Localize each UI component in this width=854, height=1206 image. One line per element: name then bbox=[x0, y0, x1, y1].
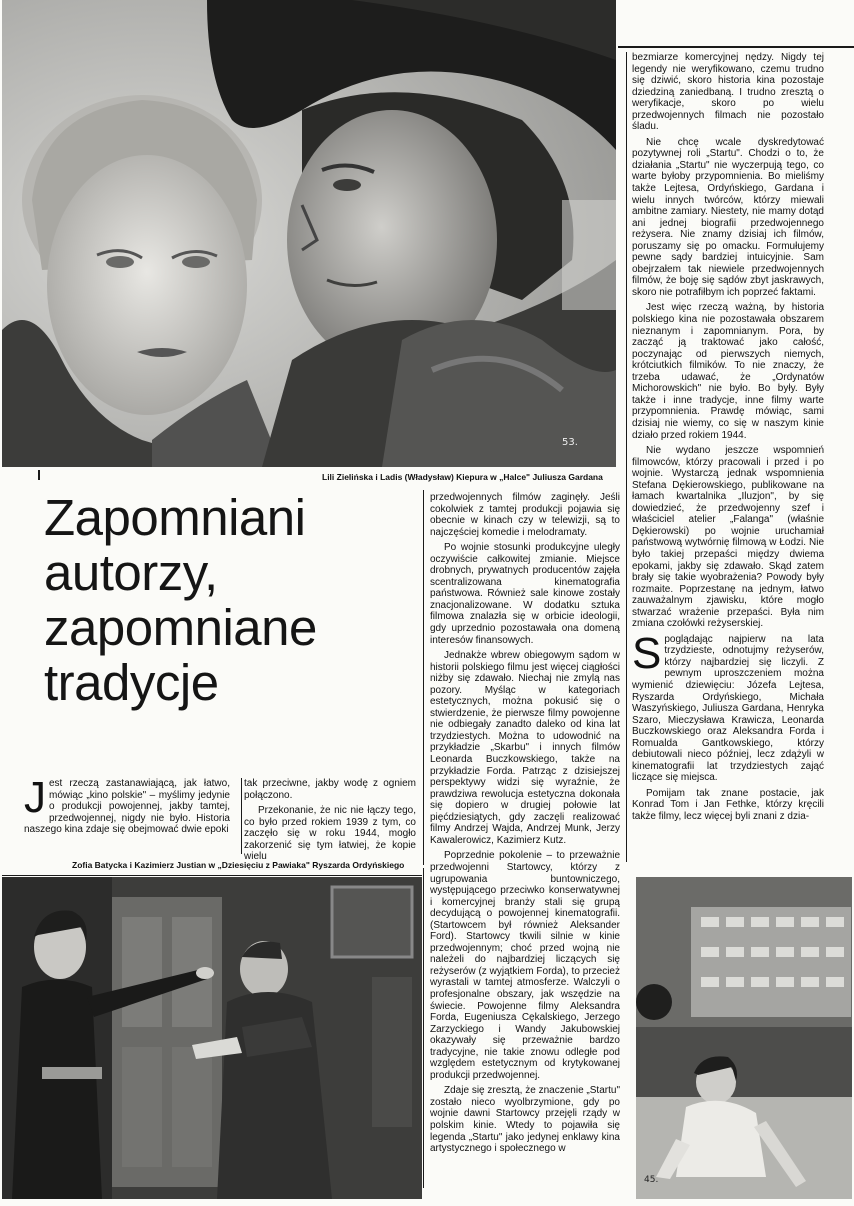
intro-column-b bbox=[244, 778, 416, 863]
rule-top-right bbox=[618, 46, 854, 48]
top-photo-art bbox=[2, 0, 616, 467]
right-column bbox=[632, 52, 824, 864]
intro-column-a bbox=[24, 773, 230, 854]
right-paragraph-1: bezmiarze komercyjnej nędzy. Nigdy tej legendy nie weryfikowano, czemu trudno się dziwić, skoro historia kina pozostaje dziedziną zaniedbaną. I trudno zresztą o weryfikacje, skoro po wielu przedwojennych filmach nie pozostało śladu. bbox=[632, 52, 824, 133]
bottom-right-photo-stamp: 45. bbox=[644, 1175, 659, 1185]
middle-paragraph-4: Poprzednie pokolenie – to przeważnie przedwojenni Startowcy, którzy z ugrupowania buntowniczego, występującego przeciwko konserwatywnej i komercyjnej branży stali się grupą decydującą o powojennej kinematografii. (Startowcem był również Aleksander Ford). Startowcy tkwili silnie w kinie przedwojennym; choć przed wojną nie należeli do najbardziej liczących się reżyserów (z wyjątkiem Forda), to przecież wyrastali w tamtej atmosferze. Walczyli o profesjonalne obszary, jak wszędzie na świecie. Powojenne filmy Aleksandra Forda, Eugeniusza Cękalskiego, Jerzego Zarzyckiego i Wandy Jakubowskiej okazywały się przeważnie bardzo tradycyjne, nie takie znowu odległe pod względem estetycznym od krytykowanej produkcji przedwojennej. bbox=[430, 850, 620, 1081]
middle-paragraph-1: przedwojennych filmów zaginęły. Jeśli cokolwiek z tamtej produkcji pojawia się obecnie w kinach czy w telewizji, są to najczęściej komedie i melodramaty. bbox=[430, 492, 620, 538]
middle-paragraph-2: Po wojnie stosunki produkcyjne uległy oczywiście całkowitej zmianie. Miejsce drobnych, prywatnych producentów zajęła scentralizowana kinematografia państwowa. Również sale kinowe zostały znacjonalizowane. W dodatku sztuka filmowa znalazła się w orbicie ideologii, gdy uprzednio pozostawała ona domeną interesów finansowych. bbox=[430, 542, 620, 646]
middle-paragraph-5: Zdaje się zresztą, że znaczenie „Startu" zostało nieco wyolbrzymione, gdy po wojnie dawni Startowcy przejęli rządy w polskim kinie. Wtedy to pojawiła się legenda „Startu" jako jedynej enklawy kina artystycznego i społecznego w bbox=[430, 1085, 620, 1155]
rule-headline-top bbox=[38, 470, 40, 480]
rule-text-divider bbox=[241, 778, 242, 854]
bottom-right-photo bbox=[636, 877, 852, 1199]
right-paragraph-6: Pomijam tak znane postacie, jak Konrad Tom i Jan Fethke, którzy kręcili także filmy, lecz więcej byli znani z dzia- bbox=[632, 787, 824, 822]
right-paragraph-4: Nie wydano jeszcze wspomnień filmowców, którzy pracowali i przed i po wojnie. Wystarczą jednak wspomnienia Stefana Dękierowskiego, publikowane na łamach kwartalnika „Iluzjon", by się dowiedzieć, że przedwojenny szef i właściciel atelier „Falanga" (właśnie Dękierowski) po wojnie uruchamiał państwową wytwórnię filmową w Łodzi. Nie było takiej przepaści między dwiema epokami, jakby się zdawało. Skąd zatem brały się takie wyobrażenia? Powody były rozmaite. Poprzestanę na jednym, łatwo zauważalnym zjawisku, które mogło stwarzać wrażenie przepaści. Była nim zmiana czołówki reżyserskiej. bbox=[632, 445, 824, 630]
headline-line-3: zapomniane bbox=[44, 599, 317, 656]
left-photo-caption: Zofia Batycka i Kazimierz Justian w „Dziesięciu z Pawiaka" Ryszarda Ordyńskiego bbox=[72, 860, 405, 870]
right-paragraph-3: Jest więc rzeczą ważną, by historia polskiego kina nie pozostawała obszarem nieznanym i zapomnianym. Pora, by zacząć ją traktować jako całość, poczynając od pierwszych niemych, krótciutkich filmików. To nie znaczy, że trzeba udawać, że „Ordynatów Michorowskich" nie było. Bo były. Były także i inne tradycje, inne filmy warte przypomnienia. Prawdę mówiąc, sami dzisiaj nie wiemy, co się w naszym kinie działo przed rokiem 1944. bbox=[632, 302, 824, 441]
headline-line-4: tradycje bbox=[44, 654, 219, 711]
right-paragraph-2: Nie chcę wcale dyskredytować pozytywnej roli „Startu". Chodzi o to, że działania „Startu" nie wyczerpują tego, co warte byłoby przypomnienia. Bo mieliśmy także Lejtesa, Ordyńskiego, Gardana i wielu innych twórców, którzy miewali ambitne zamiary. Niestety, nie mamy dotąd ani jednej biografii przedwojennego reżysera. Nie znamy dzisiaj ich filmów, poruszamy się po omacku. Formułujemy pewne sądy bardziej intuicyjnie. Sam obejrzałem tak niewiele przedwojennych filmów, że boję się sądów zbyt jaskrawych, skoro nie potrafiłbym ich poprzeć faktami. bbox=[632, 136, 824, 298]
rule-bottom-left bbox=[2, 875, 422, 876]
intro-paragraph: Jest rzeczą zastanawiającą, jak łatwo, mówiąc „kino polskie" – myślimy jedynie o produkcji powojennej, jakby tamtej, przedwojennej, nigdy nie było. Historia naszego kina zdaje się obejmować dwie epoki bbox=[24, 773, 230, 836]
rule-middle-vertical bbox=[423, 490, 424, 865]
headline-line-2: autorzy, bbox=[44, 544, 218, 601]
rule-right-vertical bbox=[626, 52, 627, 862]
middle-paragraph-3: Jednakże wbrew obiegowym sądom w historii polskiego filmu jest więcej ciągłości niżby się zdawało. Niechaj nie zmylą nas pozory. Myśląc w kategoriach estetycznych, można pokusić się o stwierdzenie, że pierwsze filmy powojenne nie odbiegały zanadto daleko od kina lat trzydziestych. Można to udowodnić na przykładzie „Skarbu" i innych filmów Leonarda Buczkowskiego, także na przykładzie Forda. Patrząc z dzisiejszej perspektywy widzi się wyraźnie, że prawdziwa rewolucja estetyczna dokonała się dopiero w drugiej połowie lat pięćdziesiątych, gdy zaczęli realizować filmy Andrzej Wajda, Andrzej Munk, Jerzy Kawalerowicz, Kazimierz Kutz. bbox=[430, 650, 620, 846]
middle-column bbox=[430, 492, 620, 1198]
headline-line-1: Zapomniani bbox=[44, 489, 306, 546]
right-paragraph-5: Spoglądając najpierw na lata trzydzieste, odnotujmy reżyserów, którzy najbardziej się liczyli. Z pewnym uproszczeniem można wymienić dziewięciu: Józefa Lejtesa, Ryszarda Ordyńskiego, Michała Waszyńskiego, Juliusza Gardana, Henryka Szaro, Mieczysława Krawicza, Leonarda Buczkowskiego oraz Aleksandra Forda i Romualda Gantkowskiego, którzy debiutowali nieco później, lecz zdążyli w kinematografii lat trzydziestych zająć liczące się miejsca. bbox=[632, 628, 824, 784]
bottom-right-photo-art bbox=[636, 877, 852, 1199]
top-photo-caption: Lili Zielińska i Ladis (Władysław) Kiepura w „Halce" Juliusza Gardana bbox=[322, 472, 603, 482]
bottom-left-photo-art bbox=[2, 877, 422, 1199]
intro-b-paragraph-1: tak przeciwne, jakby wodę z ogniem połączono. bbox=[244, 778, 416, 801]
top-photo-stamp: 53. bbox=[562, 437, 578, 448]
rule-middle-vertical-lower bbox=[423, 868, 424, 1188]
bottom-left-photo bbox=[2, 877, 422, 1199]
intro-b-paragraph-2: Przekonanie, że nic nie łączy tego, co było przed rokiem 1939 z tym, co zaczęło się w roku 1944, mogło zakorzenić się tym łatwiej, że kopie wielu bbox=[244, 805, 416, 863]
headline bbox=[44, 490, 404, 710]
top-photo bbox=[2, 0, 616, 467]
